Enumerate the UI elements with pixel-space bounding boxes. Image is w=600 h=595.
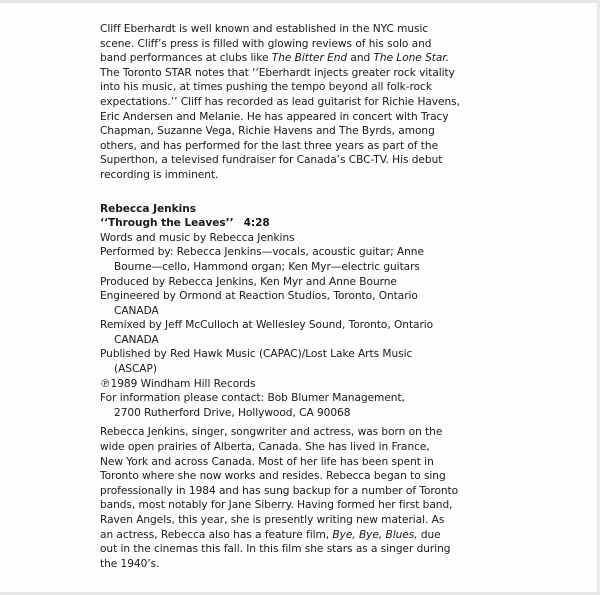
text-line: Toronto where she now works and resides. Rebecca began to sing [100, 470, 446, 483]
credit-line: 2700 Rutherford Drive, Hollywood, CA 90068 [114, 406, 351, 419]
text-line: Cliff Eberhardt is well known and established in the NYC music [100, 23, 429, 35]
text-line: Rebecca Jenkins, singer, songwriter and actress, was born on the [100, 426, 443, 439]
text-line: The Toronto STAR notes that ‘‘Eberhardt injects greater rock vitality [100, 66, 455, 79]
text-line: Eric Andersen and Melanie. He has appeared in concert with Tracy [100, 110, 449, 123]
credit-entry [100, 231, 520, 246]
text-line: recording is imminent. [100, 168, 219, 181]
text-line: expectations.’’ Cliff has recorded as lead guitarist for Richie Havens, [100, 95, 460, 108]
track-title: ‘‘Through the Leaves’’ [100, 217, 234, 230]
track-duration: 4:28 [243, 217, 270, 230]
credit-line: Engineered by Ormond at Reaction Studios, Toronto, Ontario [100, 290, 418, 303]
credit-entry [100, 245, 520, 274]
text-line: Raven Angels, this year, she is presently writing new material. As [100, 514, 445, 526]
liner-notes [100, 22, 520, 571]
credit-line: CANADA [114, 333, 159, 346]
credit-line: Produced by Rebecca Jenkins, Ken Myr and Anne Bourne [100, 275, 397, 288]
text-line: wide open prairies of Alberta, Canada. She has lived in France, [100, 441, 430, 454]
credit-entry [100, 377, 520, 392]
credit-entry [100, 275, 520, 290]
text-line: out in the cinemas this fall. In this film she stars as a singer during [100, 543, 451, 556]
text-line: Superthon, a televised fundraiser for Canada’s CBC-TV. His debut [100, 154, 443, 167]
credit-line: ℗1989 Windham Hill Records [100, 377, 256, 390]
text-line: others, and has performed for the last three years as part of the [100, 139, 439, 152]
track-artist: Rebecca Jenkins [100, 202, 196, 215]
text-line: into his music, at times pushing the tempo beyond all folk-rock [100, 81, 432, 94]
credit-line: Remixed by Jeff McCulloch at Wellesley Sound, Toronto, Ontario [100, 319, 434, 332]
credit-entry [100, 391, 520, 420]
credit-line: Words and music by Rebecca Jenkins [100, 231, 295, 244]
text-line: band performances at clubs like The Bitter End and The Lone Star. [100, 52, 449, 65]
credit-line: Published by Red Hawk Music (CAPAC)/Lost Lake Arts Music [100, 348, 413, 361]
text-line: bands, most notably for Jane Siberry. Having formed her first band, [100, 499, 453, 512]
credit-entry [100, 318, 520, 347]
eberhardt-bio [100, 22, 520, 183]
text-line: professionally in 1984 and has sung backup for a number of Toronto [100, 484, 459, 497]
text-line: the 1940’s. [100, 557, 160, 570]
credit-entry [100, 289, 520, 318]
track-title-line [100, 216, 520, 231]
text-line: New York and across Canada. Most of her life has been spent in [100, 455, 434, 468]
credit-line: Performed by: Rebecca Jenkins—vocals, acoustic guitar; Anne [100, 246, 424, 259]
credit-line: (ASCAP) [114, 363, 157, 376]
credit-line: For information please contact: Bob Blumer Management, [100, 392, 405, 405]
text-line: Chapman, Suzanne Vega, Richie Havens and The Byrds, among [100, 125, 435, 138]
jenkins-bio [100, 425, 520, 571]
credit-line: Bourne—cello, Hammond organ; Ken Myr—electric guitars [114, 260, 420, 273]
text-line: scene. Cliff’s press is filled with glowing reviews of his solo and [100, 37, 432, 50]
credit-line: CANADA [114, 304, 159, 317]
credit-entry [100, 347, 520, 376]
text-line: an actress, Rebecca also has a feature film, Bye, Bye, Blues, due [100, 528, 441, 541]
track-credits [100, 231, 520, 421]
page-edge-top [0, 0, 600, 3]
